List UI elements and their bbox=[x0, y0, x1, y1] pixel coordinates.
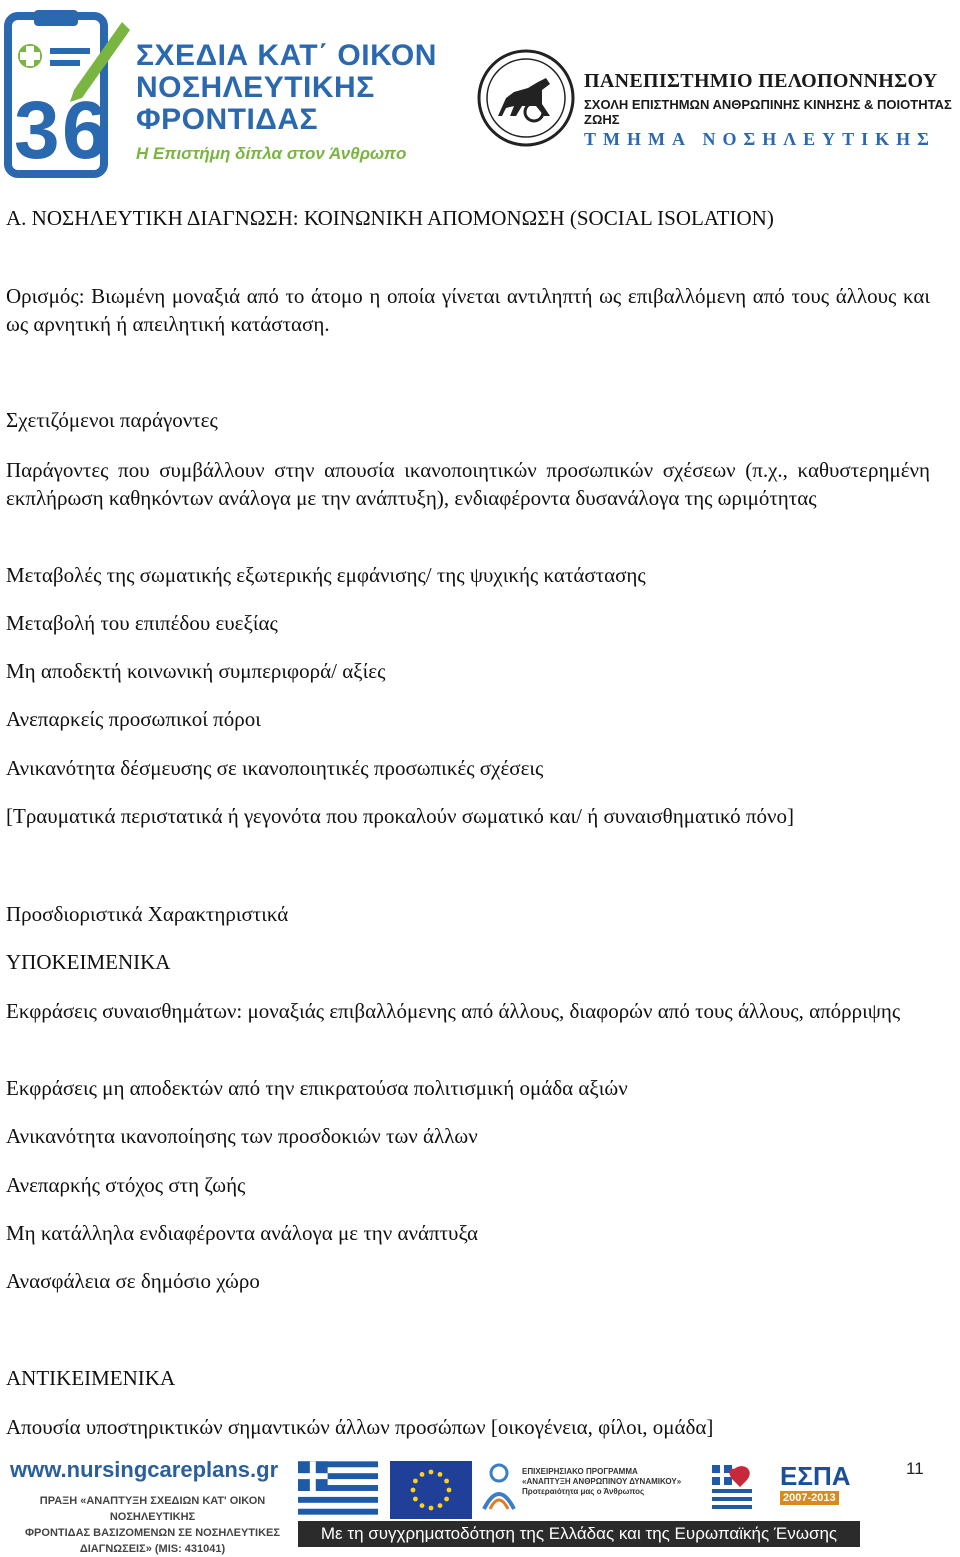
related-factor-item: Παράγοντες που συμβάλλουν στην απουσία ικανοποιητικών προσωπικών σχέσεων (π.χ., καθυστερημένη εκπλήρωση καθηκόντων ανάλογα με την ανάπτυξη), ενδιαφέροντα δυσανάλογα της ωριμότητας bbox=[6, 458, 930, 510]
logo-title bbox=[136, 40, 437, 136]
op-line: «ΑΝΑΠΤΥΞΗ ΑΝΘΡΩΠΙΝΟΥ ΔΥΝΑΜΙΚΟΥ» bbox=[522, 1477, 682, 1486]
eu-flag-icon bbox=[390, 1461, 472, 1519]
university-name: ΠΑΝΕΠΙΣΤΗΜΙΟ ΠΕΛΟΠΟΝΝΗΣΟΥ bbox=[584, 70, 938, 92]
related-factor-item: Μεταβολές της σωματικής εξωτερικής εμφάνισης/ της ψυχικής κατάστασης bbox=[6, 563, 646, 587]
subjective-item: Ανικανότητα ικανοποίησης των προσδοκιών των άλλων bbox=[6, 1124, 478, 1148]
university-block bbox=[584, 70, 960, 150]
page-footer bbox=[0, 1455, 960, 1555]
espa-logo bbox=[770, 1457, 860, 1517]
operational-programme-logo-icon bbox=[478, 1461, 520, 1513]
objective-item: Απουσία υποστηρικτικών σημαντικών άλλων προσώπων [οικογένεια, φίλοι, ομάδα] bbox=[6, 1415, 714, 1439]
svg-text:3: 3 bbox=[14, 85, 60, 176]
related-factors-heading: Σχετιζόμενοι παράγοντες bbox=[6, 408, 218, 432]
characteristics-heading: Προσδιοριστικά Χαρακτηριστικά bbox=[6, 902, 289, 926]
operational-programme-text bbox=[522, 1467, 702, 1497]
subjective-item: Εκφράσεις μη αποδεκτών από την επικρατούσα πολιτισμική ομάδα αξιών bbox=[6, 1076, 628, 1100]
project-info-line: ΠΡΑΞΗ «ΑΝΑΠΤΥΞΗ ΣΧΕΔΙΩΝ ΚΑΤ' ΟΙΚΟΝ ΝΟΣΗΛΕΥΤΙΚΗΣ bbox=[39, 1495, 266, 1523]
subjective-item: Ανασφάλεια σε δημόσιο χώρο bbox=[6, 1269, 260, 1293]
website-url[interactable]: www.nursingcareplans.gr bbox=[10, 1457, 279, 1482]
project-info-line: ΔΙΑΓΝΩΣΕΙΣ» (MIS: 431041) bbox=[79, 1543, 226, 1555]
logo-title-line: ΝΟΣΗΛΕΥΤΙΚΗΣ bbox=[136, 71, 375, 104]
cofunding-banner: Με τη συγχρηματοδότηση της Ελλάδας και της Ευρωπαϊκής Ένωσης bbox=[298, 1521, 860, 1547]
definition-paragraph: Ορισμός: Βιωμένη μοναξιά από το άτομο η οποία γίνεται αντιληπτή ως επιβαλλόμενη από τους άλλους και ως αρνητική ή απειλητική κατάσταση. bbox=[6, 284, 930, 336]
subjective-item: Ανεπαρκής στόχος στη ζωής bbox=[6, 1173, 246, 1197]
page-number: 11 bbox=[906, 1459, 924, 1478]
logo-title-line: ΦΡΟΝΤΙΔΑΣ bbox=[136, 103, 319, 136]
espa-title: ΕΣΠΑ bbox=[780, 1461, 851, 1491]
logo-tagline: Η Επιστήμη δίπλα στον Άνθρωπο bbox=[136, 144, 407, 163]
greek-flag-icon bbox=[298, 1461, 378, 1515]
subjective-item: Μη κατάλληλα ενδιαφέροντα ανάλογα με την ανάπτυξα bbox=[6, 1221, 479, 1245]
related-factor-item: Μεταβολή του επιπέδου ευεξίας bbox=[6, 611, 278, 635]
op-line: ΕΠΙΧΕΙΡΗΣΙΑΚΟ ΠΡΟΓΡΑΜΜΑ bbox=[522, 1467, 638, 1476]
espa-years: 2007-2013 bbox=[780, 1491, 839, 1505]
related-factor-item: Ανεπαρκείς προσωπικοί πόροι bbox=[6, 707, 261, 731]
op-line: Προτεραιότητα μας ο Άνθρωπος bbox=[522, 1487, 645, 1496]
subjective-heading: ΥΠΟΚΕΙΜΕΝΙΚΑ bbox=[6, 950, 171, 974]
related-factor-item: Μη αποδεκτή κοινωνική συμπεριφορά/ αξίες bbox=[6, 659, 386, 683]
project-info-line: ΦΡΟΝΤΙΔΑΣ ΒΑΣΙΖΟΜΕΝΩΝ ΣΕ ΝΟΣΗΛΕΥΤΙΚΕΣ bbox=[25, 1527, 280, 1539]
ministry-logo-icon bbox=[704, 1459, 760, 1515]
objective-heading: ΑΝΤΙΚΕΙΜΕΝΙΚΑ bbox=[6, 1366, 176, 1390]
logo-title-line: ΣΧΕΔΙΑ ΚΑΤ΄ ΟΙΚΟΝ bbox=[136, 39, 437, 72]
school-name: ΣΧΟΛΗ ΕΠΙΣΤΗΜΩΝ ΑΝΘΡΩΠΙΝΗΣ ΚΙΝΗΣΗΣ & ΠΟΙΟΤΗΤΑΣ ΖΩΗΣ bbox=[584, 97, 952, 127]
care-plan-clipboard-icon bbox=[4, 8, 134, 178]
department-name: ΤΜΗΜΑ ΝΟΣΗΛΕΥΤΙΚΗΣ bbox=[584, 129, 936, 149]
page-header bbox=[0, 0, 960, 180]
project-info bbox=[10, 1493, 295, 1557]
svg-text:6: 6 bbox=[62, 85, 108, 176]
related-factor-item: Ανικανότητα δέσμευσης σε ικανοποιητικές προσωπικές σχέσεις bbox=[6, 756, 544, 780]
university-seal-icon bbox=[476, 48, 576, 148]
subjective-item: Εκφράσεις συναισθημάτων: μοναξιάς επιβαλλόμενης από άλλους, διαφορών από τους άλλους, απόρριψης bbox=[6, 999, 901, 1023]
related-factor-item: [Τραυματικά περιστατικά ή γεγονότα που προκαλούν σωματικό και/ ή συναισθηματικό πόνο] bbox=[6, 804, 795, 828]
diagnosis-title: Α. ΝΟΣΗΛΕΥΤΙΚΗ ΔΙΑΓΝΩΣΗ: ΚΟΙΝΩΝΙΚΗ ΑΠΟΜΟΝΩΣΗ (SOCIAL ISOLATION) bbox=[6, 206, 774, 230]
